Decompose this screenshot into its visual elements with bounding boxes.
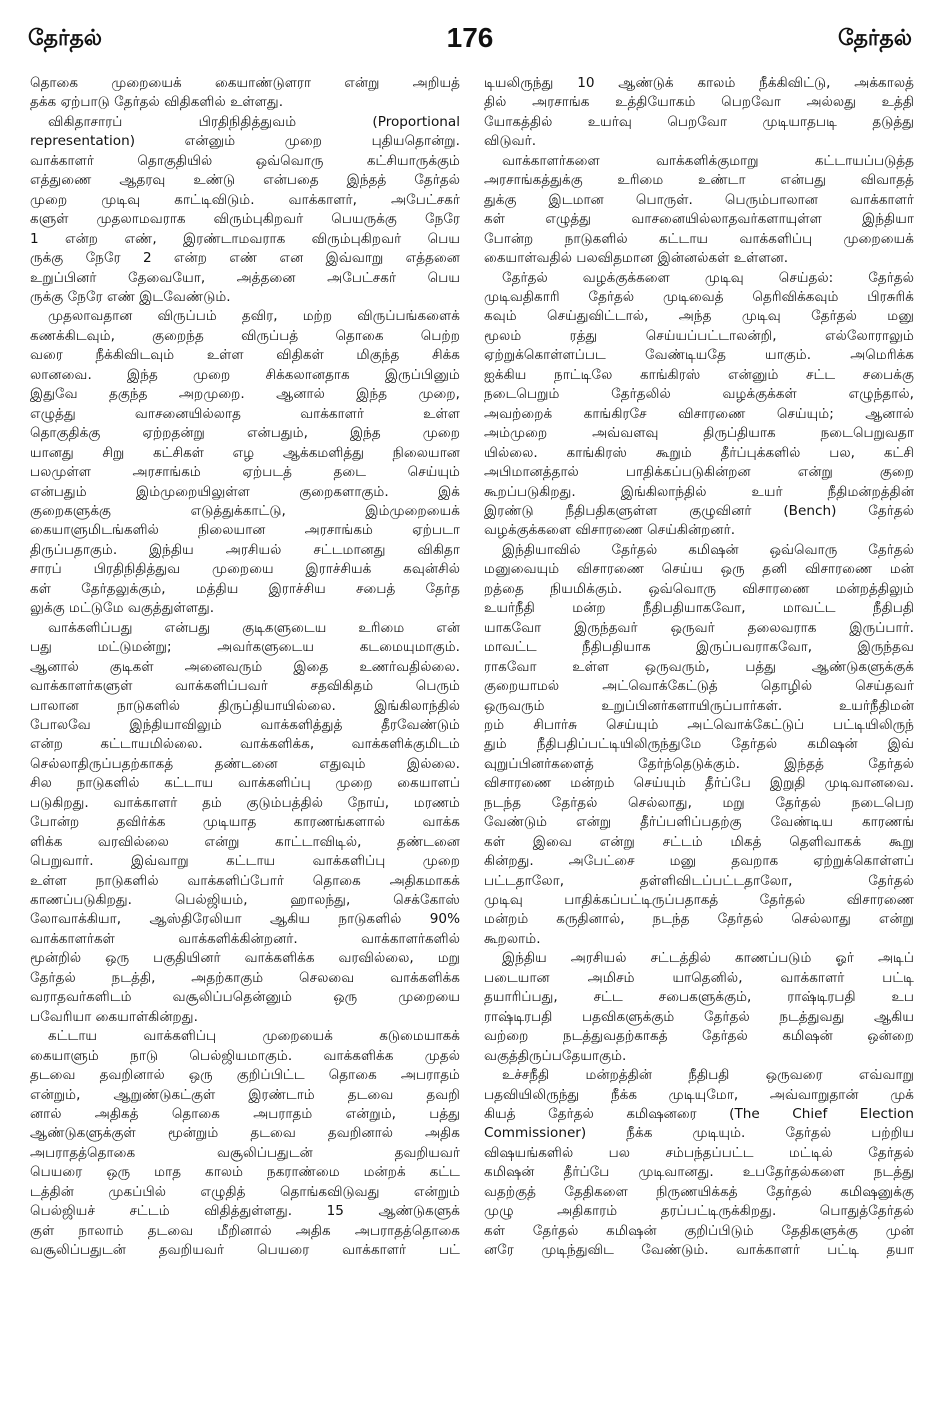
text-line: ஆனால் குடிகள் அனைவரும் இதை உணர்வதில்லை. [30,658,460,675]
text-line: பெறுவார். இவ்வாறு கட்டாய வாக்களிப்பு முறை [30,853,460,870]
text-line: தேர்தல் நடத்தி, அதற்காகும் செலவை வாக்களிக்க [30,969,460,986]
text-line: ளிக்க வரவில்லை என்று காட்டாவிடில், தண்டனை [30,833,460,850]
text-line: களுள் முதலாமவராக விரும்புகிறவர் பெயருக்கு நேரே [30,211,460,228]
text-line: உயர்நீதி மன்ற நீதிபதியாகவோ, மாவட்ட நீதிபதி [484,600,914,617]
text-line: மாவட்ட நீதிபதியாக இருப்பவராகவோ, இருந்தவ [484,639,914,656]
text-line: கையாளும் நாடு பெல்ஜியமாகும். வாக்களிக்க முதல் [30,1047,460,1064]
text-line: ருக்கு நேரே 2 என்ற எண் என இவ்வாறு எத்தனை [30,250,460,267]
text-line: திருப்பதாகும். இந்திய அரசியல் சட்டமானது விகிதா [30,541,460,558]
text-line: Commissioner) நீக்க முடியும். தேர்தல் பற்றிய [484,1125,914,1142]
text-line: குள் நாலாம் தடவை மீறினால் அதிக அபராதத்தொகை [30,1222,460,1239]
text-line: உறுப்பினர் தேவையோ, அத்தனை அபேட்சகர் பெய [30,269,460,286]
text-line: கூறலாம். [484,930,541,947]
text-line: ஏற்றுக்கொள்ளப்பட வேண்டியதே யாகும். அமெரிக்க [484,347,914,364]
text-line: லோவாக்கியா, ஆஸ்திரேலியா ஆகிய நாடுகளில் 90% [30,911,460,928]
text-line: யாகவோ இருந்தவர் ஒருவர் தலைவராக இருப்பார். [484,619,914,636]
text-line: மனுவையும் விசாரணை செய்ய ஒரு தனி விசாரணை மன் [484,561,914,578]
text-line: முடிவு பாதிக்கப்பட்டிருப்பதாகத் தேர்தல் விசாரணை [484,892,914,909]
text-line: கணக்கிடவும், குறைந்த விருப்பத் தொகை பெற்ற [30,327,460,344]
text-line: வகுத்திருப்பதேயாகும். [484,1047,627,1064]
running-head-right: தேர்தல் [837,26,912,51]
text-line: றத்தை நியமிக்கும். ஒவ்வொரு விசாரணை மன்றத்திலும் [484,580,914,597]
text-line: அம்முறை அவ்வளவு திருப்தியாக நடைபெறுவதா [484,425,914,442]
text-line: வழக்குக்களை விசாரணை செய்கின்றனர். [484,522,736,539]
text-line: படையான அமிசம் யாதெனில், வாக்காளர் பட்டி [484,969,914,986]
text-line: கையாளுமிடங்களில் நிலையான அரசாங்கம் ஏற்படா [30,522,460,539]
text-line: சாரப் பிரதிநிதித்துவ முறையை இராச்சியக் கவுன்சில் [30,561,460,578]
text-line: ஆண்டுகளுக்குள் மூன்றும் தடவை தவறினால் அதிக [30,1125,460,1142]
text-line: முதலாவதான விருப்பம் தவிர, மற்ற விருப்பங்களைக் [48,308,460,325]
text-line: வாக்காளர்களுள் வாக்களிப்பவர் சதவிகிதம் பெரும் [30,678,460,695]
text-line: னரே முடிந்துவிட வேண்டும். வாக்காளர் பட்டி தயா [484,1242,914,1259]
text-line: நடந்த தேர்தல் செல்லாது, மறு தேர்தல் நடைபெற [484,794,914,811]
page-number: 176 [446,22,494,53]
text-line: விகிதாசாரப் பிரதிநிதித்துவம் (Proportional [48,113,460,130]
text-line: ஒருவரும் உறுப்பினர்களாயிருப்பார்கள். உயர்நீதிமன் [484,697,914,714]
text-line: கையாள்வதில் பலவிதமான இன்னல்கள் உள்ளன. [484,250,789,267]
text-line: கவும் செய்துவிட்டால், அந்த முடிவு தேர்தல் மனு [484,308,914,325]
right-text-column [484,74,914,1414]
text-line: மூலம் ரத்து செய்யப்பட்டாலன்றி, எல்லோராலும் [484,327,914,344]
text-line: தடவை தவறினால் ஒரு குறிப்பிட்ட தொகை அபராதம் [30,1067,460,1084]
text-line: இந்திய அரசியல் சட்டத்தில் காணப்படும் ஓர் அடிப் [502,950,914,967]
text-line: வாக்காளர் தொகுதியில் ஒவ்வொரு கட்சியாருக்கும் [30,152,460,169]
text-line: பவேரியா கையாள்கின்றது. [30,1008,198,1025]
text-line: 1 என்ற எண், இரண்டாமவராக விரும்புகிறவர் பெய [30,230,460,247]
text-line: பது மட்டுமன்று; அவர்களுடைய கடமையுமாகும். [30,639,460,656]
text-line: யில்லை. காங்கிரஸ் கூறும் தீர்ப்புக்களில் பல, கட்சி [484,444,914,461]
text-line: டத்தின் முகப்பில் எழுதித் தொங்கவிடுவது என்றும் [30,1183,460,1200]
text-line: யோகத்தில் உயர்வு பெறவோ முடியாதபடி தடுத்து [484,113,914,130]
text-line: அவற்றைக் காங்கிரசே விசாரணை செய்யும்; ஆனால் [484,405,914,422]
text-line: கமிஷன் தீர்ப்பே முடிவானது. உபதேர்தல்களை நடத்து [484,1164,914,1181]
text-line: உள்ள நாடுகளில் வாக்களிப்போர் தொகை அதிகமாகக் [30,872,460,889]
text-line: முடிவதிகாரி தேர்தல் முடிவைத் தெரிவிக்கவும் பிரசுரிக் [484,288,914,305]
text-line: தொகை முறையைக் கையாண்டுளரா என்று அறியத் [30,75,460,91]
text-line: வேண்டும் என்று தீர்ப்பளிப்பதற்கு வேண்டிய காரணங் [484,814,914,831]
running-head-left: தேர்தல் [28,26,103,51]
text-line: ஐக்கிய நாட்டிலே காங்கிரஸ் என்னும் சட்ட சபைக்கு [484,366,914,383]
text-line: போலவே இந்தியாவிலும் வாக்களித்துத் தீரவேண்டும் [30,716,460,733]
text-line: தும் நீதிபதிப்பட்டியிலிருந்துமே தேர்தல் கமிஷன் இவ் [484,736,914,753]
text-line: பட்டதாலோ, தள்ளிவிடப்பட்டதாலோ, தேர்தல் [484,872,914,889]
text-line: பெயரை ஒரு மாத காலம் நகராண்மை மன்றக் கட்ட [30,1164,460,1181]
text-line: பதவியிலிருந்து நீக்க முடியுமோ, அவ்வாறுதான் முக் [484,1086,914,1103]
text-line: வரை நீக்கிவிடவும் உள்ள விதிகள் மிகுந்த சிக்க [30,347,460,364]
text-line: கின்றது. அபேட்சை மனு தவறாக ஏற்றுக்கொள்ளப் [484,853,914,870]
text-line: னால் அதிகத் தொகை அபராதம் என்றும், பத்து [30,1106,460,1123]
text-line: சில நாடுகளில் கட்டாய வாக்களிப்பு முறை கையாளப் [30,775,460,792]
text-line: செல்லாதிருப்பதற்காகத் தண்டனை எதுவும் இல்லை. [30,755,460,772]
text-line: வாக்களிப்பது என்பது குடிகளுடைய உரிமை என் [48,619,460,636]
text-line: representation) என்னும் முறை புதியதொன்று. [30,133,460,150]
text-line: ராகவோ உள்ள ஒருவரும், பத்து ஆண்டுகளுக்குக் [484,658,914,675]
text-line: றம் சிபார்சு செய்யும் அட்வொக்கேட்டுப் பட்டியிலிருந் [484,716,914,733]
text-line: உச்சநீதி மன்றத்தின் நீதிபதி ஒருவரை எவ்வாறு [502,1067,914,1084]
text-line: இந்தியாவில் தேர்தல் கமிஷன் ஒவ்வொரு தேர்தல் [502,541,914,558]
text-line: எத்துணை ஆதரவு உண்டு என்பதை இந்தத் தேர்தல் [30,172,460,189]
text-line: தேர்தல் வழக்குக்களை முடிவு செய்தல்: தேர்தல் [502,269,914,286]
text-line: விடுவர். [484,133,537,150]
text-line: பெல்ஜியச் சட்டம் விதித்துள்ளது. 15 ஆண்டுகளுக் [30,1203,460,1220]
text-line: இதுவே தகுந்த அறமுறை. ஆனால் இந்த முறை, [30,386,460,403]
text-line: குறைகளுக்கு எடுத்துக்காட்டு, இம்முறையைக் [30,502,460,519]
text-line: லானவை. இந்த முறை சிக்கலானதாக இருப்பினும் [30,366,460,383]
text-line: என்பதும் இம்முறையிலுள்ள குறைகளாகும். இக் [30,483,460,500]
text-line: டியலிருந்து 10 ஆண்டுக் காலம் நீக்கிவிட்டு, அக்காலத் [484,75,914,91]
text-line: படுகிறது. வாக்காளர் தம் குடும்பத்தில் நோய், மரணம் [30,794,460,811]
text-line: மூன்றில் ஒரு பகுதியினர் வாக்களிக்க வரவில்லை, மறு [30,950,460,967]
text-line: வற்றை நடத்துவதற்காகத் தேர்தல் கமிஷன் ஒன்றை [484,1028,914,1045]
text-line: ருக்கு நேரே எண் இடவேண்டும். [30,288,231,305]
text-line: வராதவர்களிடம் வசூலிப்பதென்னும் ஒரு முறையை [30,989,460,1006]
text-line: கள் எழுத்து வாசனையில்லாதவர்களாயுள்ள இந்தியா [484,211,914,228]
text-line: தக்க ஏற்பாடு தேர்தல் விதிகளில் உள்ளது. [30,94,284,111]
text-line: அபிமானத்தால் பாதிக்கப்படுகின்றன என்று குறை [484,464,914,481]
text-line: நடைபெறும் தேர்தலில் வழக்குக்கள் எழுந்தால், [484,386,914,403]
text-line: அரசாங்கத்துக்கு உரிமை உண்டா என்பது விவாதத் [484,172,914,189]
text-line: தயாரிப்பது, சட்ட சபைகளுக்கும், ராஷ்டிரபதி உப [484,989,914,1006]
text-line: தொகுதிக்கு ஏற்றதன்று என்பதும், இந்த முறை [30,425,460,442]
text-line: லுக்கு மட்டுமே வகுத்துள்ளது. [30,600,215,617]
text-line: கள் தேர்தல் கமிஷன் குறிப்பிடும் தேதிகளுக்கு முன் [484,1222,914,1239]
text-line: முழு அதிகாரம் தரப்பட்டிருக்கிறது. பொதுத்தேர்தல் [484,1203,914,1220]
text-line: எழுத்து வாசனையில்லாத வாக்காளர் உள்ள [30,405,460,422]
text-line: கட்டாய வாக்களிப்பு முறையைக் கடுமையாகக் [48,1028,460,1045]
text-line: என்றும், ஆறுண்டுகட்குள் இரண்டாம் தடவை தவறி [30,1086,460,1103]
text-line: துக்கு இடமான பொருள். பெரும்பாலான வாக்காளர் [484,191,914,208]
text-line: வசூலிப்பதுடன் தவறியவர் பெயரை வாக்காளர் பட் [30,1242,460,1259]
page-header [28,22,912,62]
text-line: என்ற கட்டாயமில்லை. வாக்களிக்க, வாக்களிக்குமிடம் [30,736,460,753]
text-line: ராஷ்டிரபதி பதவிகளுக்கும் தேர்தல் நடத்துவது ஆகிய [484,1008,914,1025]
text-line: போன்ற நாடுகளில் கட்டாய வாக்களிப்பு முறையைக் [484,230,914,247]
text-line: வாக்காளர்களை வாக்களிக்குமாறு கட்டாயப்படுத்த [502,152,914,169]
text-line: அபராதத்தொகை வசூலிப்பதுடன் தவறியவர் [30,1144,460,1161]
text-line: விசாரணை மன்றம் செய்யும் தீர்ப்பே இறுதி முடிவானவை. [484,775,914,792]
text-line: தில் அரசாங்க உத்தியோகம் பெறவோ அல்லது உத்தி [484,94,914,111]
left-text-column [30,74,460,1414]
text-line: விஷயங்களில் பல சம்பந்தப்பட்ட மட்டில் தேர்தல் [484,1144,914,1161]
text-line: போன்ற தவிர்க்க முடியாத காரணங்களால் வாக்க [30,814,460,831]
text-line: யானது சிறு கட்சிகள் எழ ஆக்கமளித்து நிலையான [30,444,460,461]
text-line: கியத் தேர்தல் கமிஷனரை (The Chief Election [484,1106,914,1123]
text-line: கூறப்படுகிறது. இங்கிலாந்தில் உயர் நீதிமன்றத்தின் [484,483,914,500]
text-line: வுறுப்பினர்களைத் தேர்ந்தெடுக்கும். இந்தத் தேர்தல் [484,755,914,772]
text-line: மன்றம் கருதினால், நடந்த தேர்தல் செல்லாது என்று [484,911,914,928]
text-line: வதற்குத் தேதிகளை நிருணயிக்கத் தேர்தல் கமிஷனுக்கு [484,1183,914,1200]
text-line: கள் இவை என்று சட்டம் மிகத் தெளிவாகக் கூறு [484,833,914,850]
text-line: குறையாமல் அட்வொக்கேட்டுத் தொழில் செய்தவர் [484,678,914,695]
text-line: முறை முடிவு காட்டிவிடும். வாக்காளர், அபேட்சகர் [30,191,460,208]
text-line: காணப்படுகிறது. பெல்ஜியம், ஹாலந்து, செக்கோஸ் [30,892,460,909]
text-line: பாலான நாடுகளில் திருப்தியாயில்லை. இங்கிலாந்தில் [30,697,460,714]
text-line: கள் தேர்தலுக்கும், மத்திய இராச்சிய சபைத் தேர்த [30,580,460,597]
text-line: பலமுள்ள அரசாங்கம் ஏற்படத் தடை செய்யும் [30,464,460,481]
text-line: வாக்காளர்கள் வாக்களிக்கின்றனர். வாக்காளர்களில் [30,930,460,947]
text-line: இரண்டு நீதிபதிகளுள்ள குழுவினர் (Bench) தேர்தல் [484,502,914,519]
